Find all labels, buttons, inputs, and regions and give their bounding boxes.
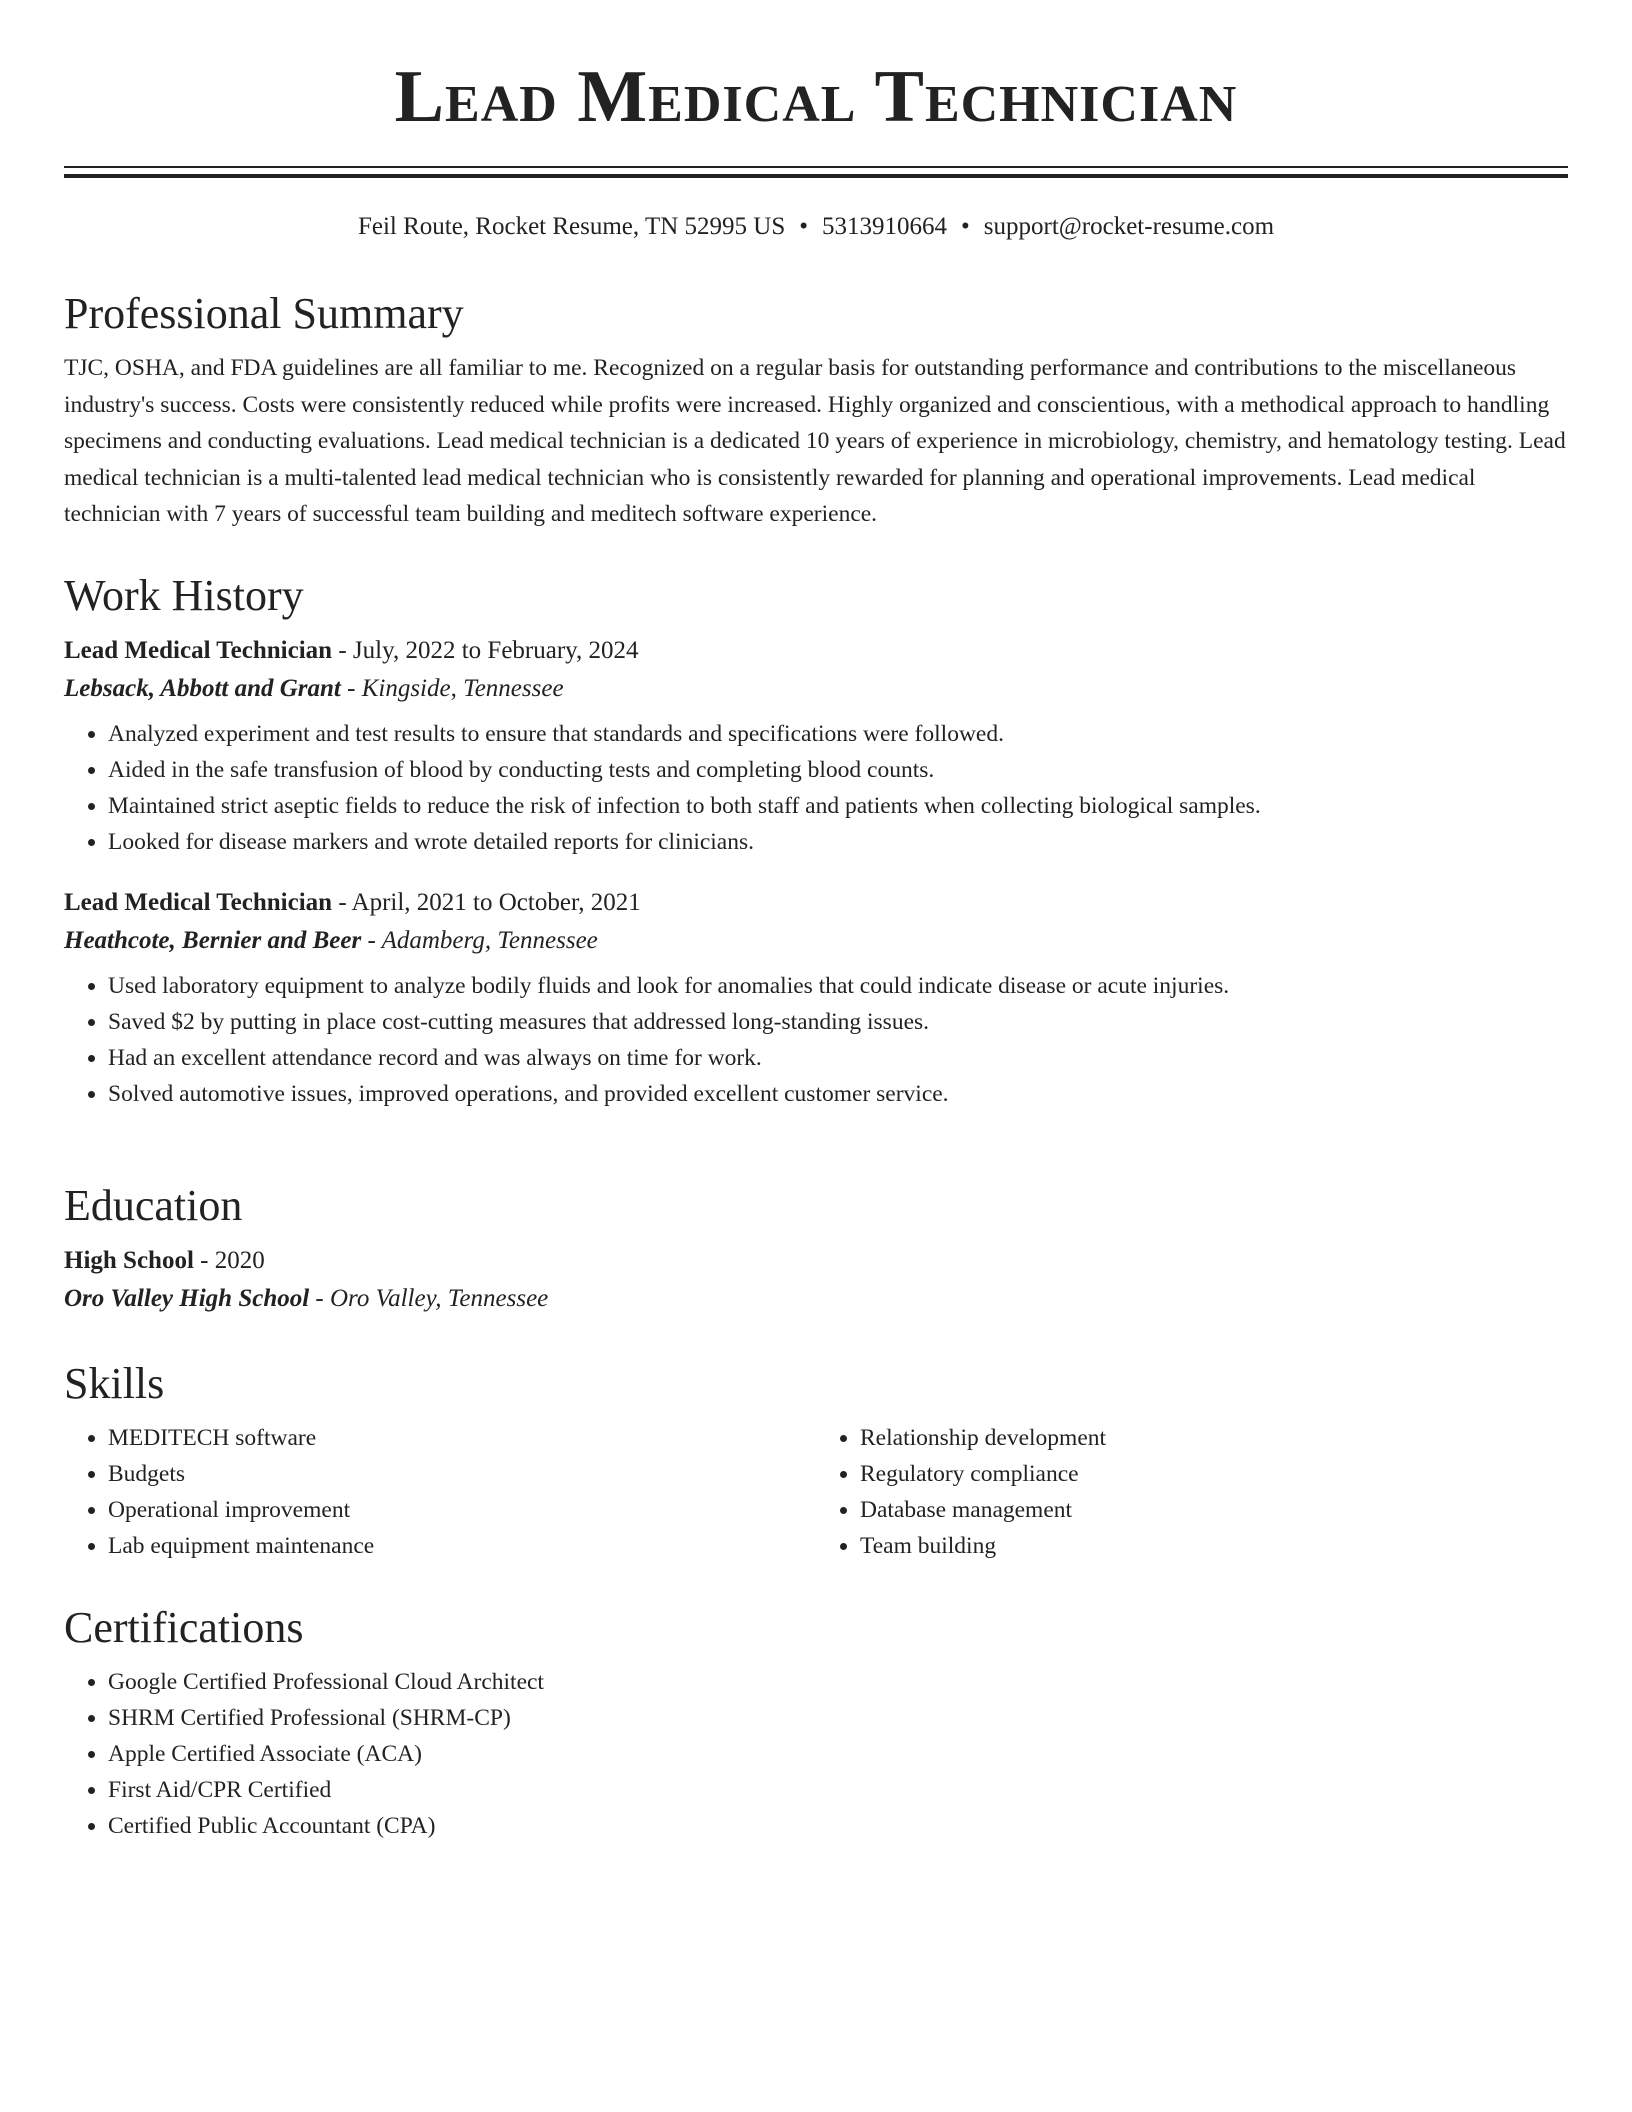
job-dates: - July, 2022 to February, 2024 xyxy=(332,637,639,664)
contact-separator: • xyxy=(961,213,970,240)
job-title: Lead Medical Technician xyxy=(64,637,333,664)
school-location: - Oro Valley, Tennessee xyxy=(309,1285,549,1312)
certifications-heading: Certifications xyxy=(64,1603,304,1652)
list-item: • Apple Certified Associate (ACA) xyxy=(108,1736,1568,1772)
skills-grid xyxy=(64,1420,1568,1564)
work-history-section xyxy=(64,570,1568,1112)
list-item: • Looked for disease markers and wrote detailed reports for clinicians. xyxy=(108,824,1568,860)
skills-heading: Skills xyxy=(64,1359,165,1408)
list-item: • Solved automotive issues, improved operations, and provided excellent customer service. xyxy=(108,1076,1568,1112)
education-section xyxy=(64,1180,1568,1318)
job-location: - Adamberg, Tennessee xyxy=(361,927,598,954)
list-item: • Operational improvement xyxy=(108,1492,816,1528)
list-item: • Saved $2 by putting in place cost-cutting measures that addressed long-standing issues. xyxy=(108,1004,1568,1040)
summary-heading: Professional Summary xyxy=(64,289,464,338)
list-item: • Database management xyxy=(860,1492,1568,1528)
summary-text: TJC, OSHA, and FDA guidelines are all familiar to me. Recognized on a regular basis for outstanding performance and contributions to the miscellaneous industry's success. Costs were consistently reduced while profits were increased. Highly organized and conscientious, with a methodical approach to handling specimens and conducting evaluations. Lead medical technician is a dedicated 10 years of experience in microbiology, chemistry, and hematology testing. Lead medical technician is a multi-talented lead medical technician who is consistently rewarded for planning and operational improvements. Lead medical technician with 7 years of successful team building and meditech software experience. xyxy=(64,355,1566,527)
job-bullets xyxy=(64,716,1568,860)
list-item: • Analyzed experiment and test results to ensure that standards and specifications were followed. xyxy=(108,716,1568,752)
list-item: • Regulatory compliance xyxy=(860,1456,1568,1492)
certifications-list xyxy=(64,1664,1568,1844)
graduation-year: - 2020 xyxy=(193,1247,265,1274)
job-entry xyxy=(64,632,1568,860)
job-company: Heathcote, Bernier and Beer xyxy=(64,927,362,954)
skills-section xyxy=(64,1358,1568,1564)
job-company: Lebsack, Abbott and Grant xyxy=(64,675,341,702)
list-item: • Had an excellent attendance record and was always on time for work. xyxy=(108,1040,1568,1076)
education-heading: Education xyxy=(64,1181,243,1230)
list-item: • Used laboratory equipment to analyze bodily fluids and look for anomalies that could indicate disease or acute injuries. xyxy=(108,968,1568,1004)
summary-section xyxy=(64,288,1568,533)
job-company-line xyxy=(64,922,1568,960)
school-name: Oro Valley High School xyxy=(64,1285,310,1312)
contact-line xyxy=(64,212,1568,242)
job-entry xyxy=(64,884,1568,1112)
job-bullets xyxy=(64,968,1568,1112)
list-item: • Aided in the safe transfusion of blood by conducting tests and completing blood counts. xyxy=(108,752,1568,788)
job-company-line xyxy=(64,670,1568,708)
job-title-line xyxy=(64,884,1568,922)
contact-phone: 5313910664 xyxy=(822,213,947,240)
list-item: • Budgets xyxy=(108,1456,816,1492)
list-item: • First Aid/CPR Certified xyxy=(108,1772,1568,1808)
list-item: • SHRM Certified Professional (SHRM-CP) xyxy=(108,1700,1568,1736)
list-item: • Team building xyxy=(860,1528,1568,1564)
list-item: • MEDITECH software xyxy=(108,1420,816,1456)
job-title-line xyxy=(64,632,1568,670)
certifications-section xyxy=(64,1602,1568,1844)
degree: High School xyxy=(64,1247,194,1274)
list-item: • Maintained strict aseptic fields to reduce the risk of infection to both staff and patients when collecting biological samples. xyxy=(108,788,1568,824)
job-dates: - April, 2021 to October, 2021 xyxy=(332,889,641,916)
work-history-heading: Work History xyxy=(64,571,304,620)
resume-title: Lead Medical Technician xyxy=(394,56,1238,138)
resume-header xyxy=(64,0,1568,242)
list-item: • Certified Public Accountant (CPA) xyxy=(108,1808,1568,1844)
degree-line xyxy=(64,1242,1568,1280)
list-item: • Google Certified Professional Cloud Architect xyxy=(108,1664,1568,1700)
contact-email: support@rocket-resume.com xyxy=(983,213,1275,240)
list-item: • Relationship development xyxy=(860,1420,1568,1456)
contact-separator: • xyxy=(799,213,808,240)
school-line xyxy=(64,1280,1568,1318)
skills-list-left xyxy=(64,1420,816,1564)
contact-address: Feil Route, Rocket Resume, TN 52995 US xyxy=(357,213,786,240)
job-location: - Kingside, Tennessee xyxy=(340,675,564,702)
skills-list-right xyxy=(816,1420,1568,1564)
title-divider xyxy=(64,166,1568,178)
job-title: Lead Medical Technician xyxy=(64,889,333,916)
list-item: • Lab equipment maintenance xyxy=(108,1528,816,1564)
